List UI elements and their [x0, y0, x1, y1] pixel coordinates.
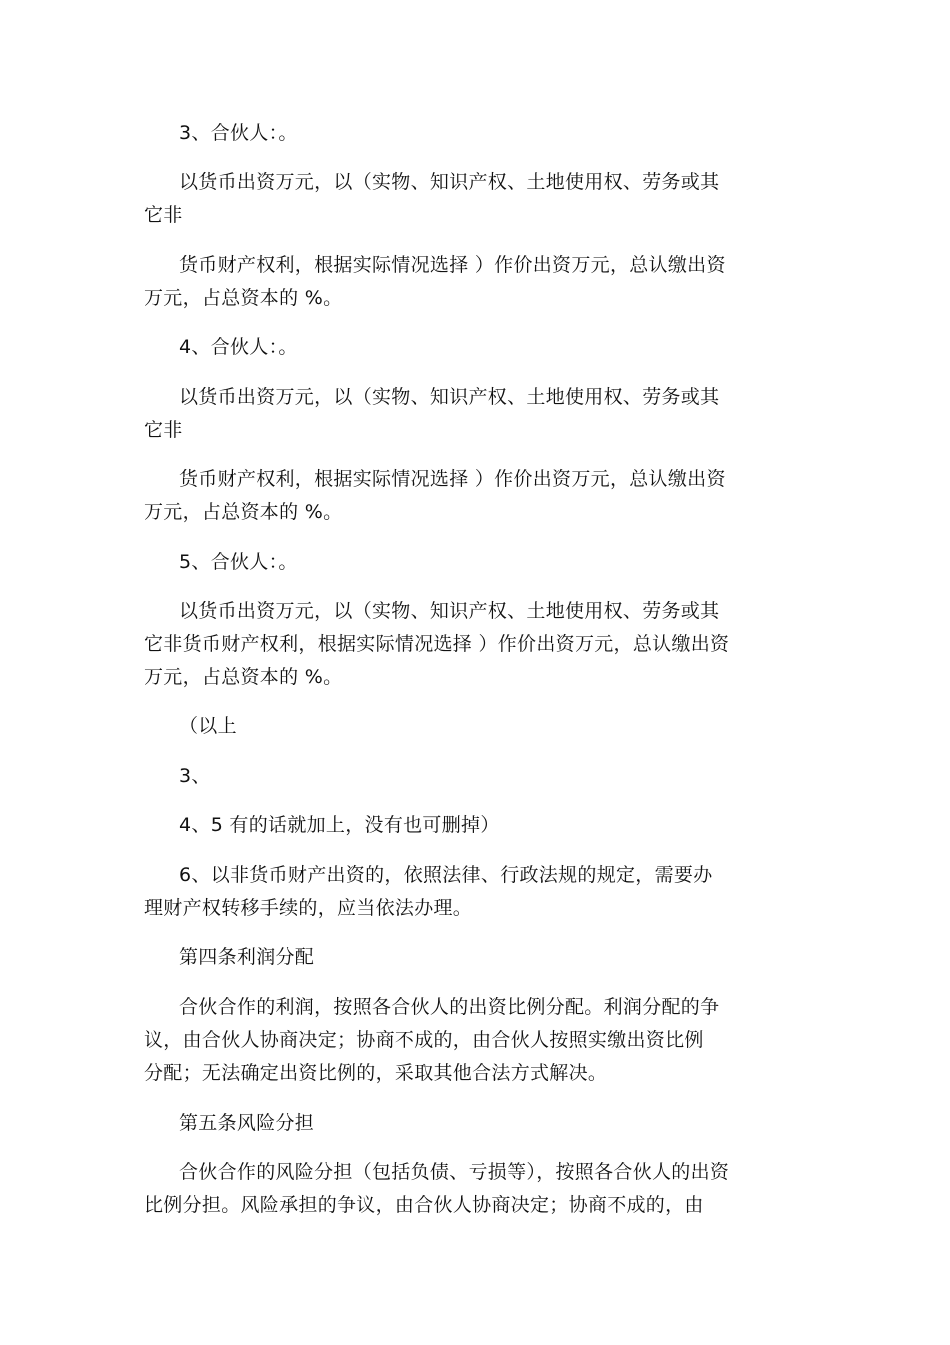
partner-5-contribution-line-1: 以货币出资万元，以（实物、知识产权、土地使用权、劳务或其: [179, 600, 720, 622]
article-4-body-line-2: 议，由合伙人协商决定；协商不成的，由合伙人按照实缴出资比例: [144, 1029, 704, 1051]
partner-3-contribution-line-1: 以货币出资万元，以（实物、知识产权、土地使用权、劳务或其: [179, 171, 720, 193]
partner-4-contribution-line-1: 以货币出资万元，以（实物、知识产权、土地使用权、劳务或其: [179, 386, 720, 408]
partner-3-share-line: 万元，占总资本的 %。: [144, 287, 343, 309]
partner-3-contribution-line-2: 它非: [144, 204, 183, 226]
partner-3-contribution-line-3: 货币财产权利，根据实际情况选择 ）作价出资万元，总认缴出资: [179, 254, 726, 276]
article-4-title: 第四条利润分配: [179, 946, 315, 968]
clause-6-line-1: 6、以非货币财产出资的，依照法律、行政法规的规定，需要办: [179, 864, 713, 886]
note-line-3: 4、5 有的话就加上，没有也可删掉）: [179, 814, 500, 836]
clause-6-line-2: 理财产权转移手续的，应当依法办理。: [144, 897, 473, 919]
partner-5-share-line: 万元，占总资本的 %。: [144, 666, 343, 688]
article-5-title: 第五条风险分担: [179, 1112, 315, 1134]
article-5-body-line-1: 合伙合作的风险分担（包括负债、亏损等），按照各合伙人的出资: [179, 1161, 730, 1183]
article-5-body-line-2: 比例分担。风险承担的争议，由合伙人协商决定；协商不成的，由: [144, 1194, 704, 1216]
partner-5-contribution-line-2: 它非货币财产权利，根据实际情况选择 ）作价出资万元，总认缴出资: [144, 633, 730, 655]
partner-4-contribution-line-3: 货币财产权利，根据实际情况选择 ）作价出资万元，总认缴出资: [179, 468, 726, 490]
partner-5-heading: 5、合伙人：。: [179, 551, 298, 573]
article-4-body-line-1: 合伙合作的利润，按照各合伙人的出资比例分配。利润分配的争: [179, 996, 720, 1018]
partner-4-contribution-line-2: 它非: [144, 419, 183, 441]
partner-4-heading: 4、合伙人：。: [179, 336, 298, 358]
partner-4-share-line: 万元，占总资本的 %。: [144, 501, 343, 523]
note-line-1: （以上: [179, 715, 237, 737]
partner-3-heading: 3、合伙人：。: [179, 122, 298, 144]
note-line-2: 3、: [179, 765, 211, 787]
article-4-body-line-3: 分配；无法确定出资比例的，采取其他合法方式解决。: [144, 1062, 608, 1084]
